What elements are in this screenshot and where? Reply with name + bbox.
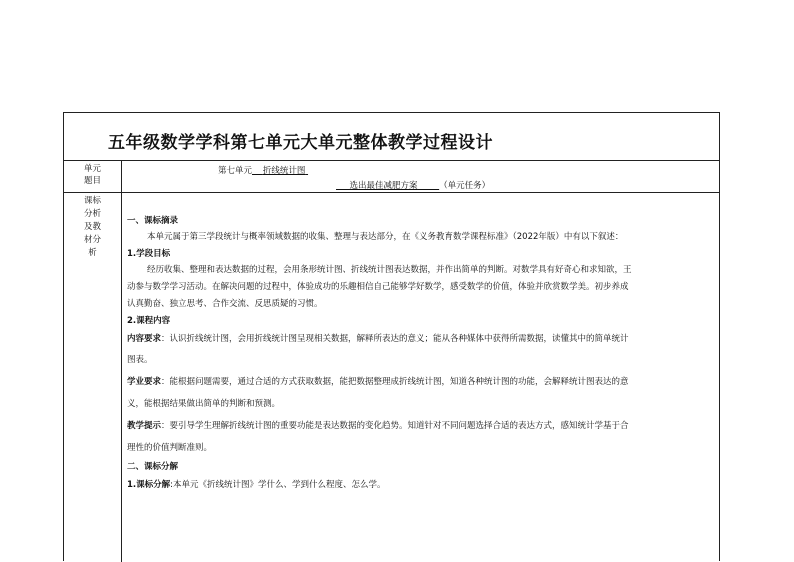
content-line-1: 内容要求：认识折线统计图，会用折线统计图呈现相关数据，解释所表达的意义；能从各种媒体中获得所需数据，读懂其中的简单统计: [127, 334, 629, 344]
teach-line-1: 教学提示：要引导学生理解折线统计图的重要功能是表达数据的变化趋势。知道针对不同问题选择合适的表达方式，感知统计学基于合: [127, 421, 629, 431]
page-title: 五年级数学学科第七单元大单元整体教学过程设计: [108, 133, 493, 153]
content-heading: 2.课程内容: [127, 316, 171, 326]
analysis-label-cell: [64, 195, 121, 260]
unit-prefix: 第七单元: [218, 166, 253, 176]
document-sheet: [63, 112, 721, 561]
title-row: [63, 112, 720, 160]
academic-line-2: 义，能根据结果做出简单的判断和预测。: [127, 399, 281, 409]
unit-label-cell: [64, 163, 121, 187]
section-1-heading: 一、课标摘录: [127, 216, 179, 226]
goals-heading: 1.学段目标: [127, 249, 171, 259]
column-divider: [121, 161, 122, 562]
unit-task: 选出最佳减肥方案: [349, 181, 418, 191]
section-2-item-1: 1.课标分解:本单元《折线统计图》学什么、学到什么程度、怎么学。: [127, 480, 386, 490]
unit-title-line: [218, 164, 308, 176]
content-line-2: 图表。: [127, 355, 153, 365]
analysis-content: [127, 214, 715, 494]
unit-label: 单元 题目: [83, 164, 101, 186]
goals-line-1: 经历收集、整理和表达数据的过程，会用条形统计图、折线统计图表达数据，并作出简单的判断。对数学具有好奇心和求知欲，王: [147, 265, 632, 275]
unit-task-suffix: （单元任务）: [439, 181, 491, 191]
academic-line-1: 学业要求：能根据问题需要，通过合适的方式获取数据，能把数据整理成折线统计图，知道各种统计图的功能，会解释统计图表达的意: [127, 377, 629, 387]
teach-line-2: 理性的价值判断准则。: [127, 443, 213, 453]
goals-line-2: 动参与数学学习活动。在解决问题的过程中，体验成功的乐趣相信自己能够学好数学，感受数学的价值，体验并欣赏数学美。初步养成: [127, 282, 629, 292]
goals-line-3: 认真勤奋、独立思考、合作交流、反思质疑的习惯。: [127, 299, 323, 309]
analysis-label: 课标 分析 及教 材分 析: [83, 196, 101, 258]
unit-task-line: [336, 179, 490, 191]
design-table: [63, 160, 720, 561]
row-divider: [64, 192, 719, 193]
unit-name: 折线统计图: [262, 166, 306, 176]
section-1-intro: 本单元属于第三学段统计与概率领域数据的收集、整理与表达部分，在《义务教育数学课程标准》（2022年版）中有以下叙述：: [147, 232, 624, 242]
section-2-heading: 二、课标分解: [127, 462, 179, 472]
